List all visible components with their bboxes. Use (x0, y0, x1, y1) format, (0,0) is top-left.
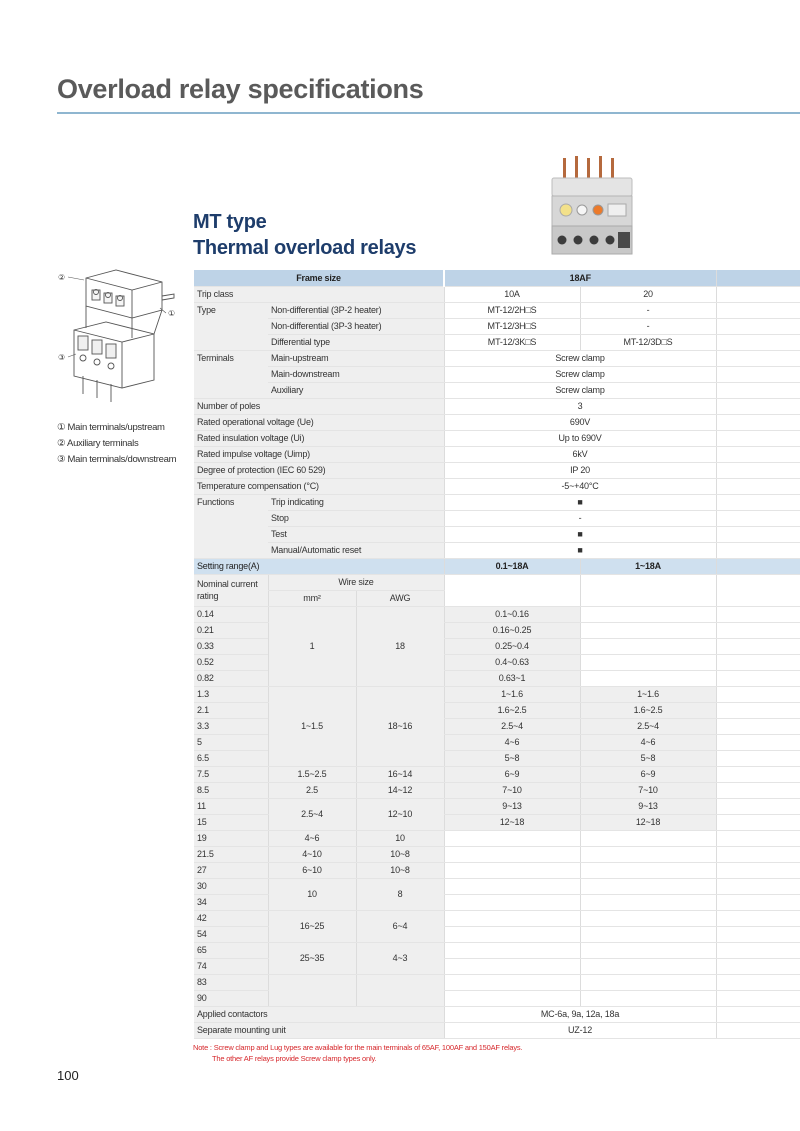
spec-row-label: Degree of protection (IEC 60 529) (194, 462, 444, 478)
nominal-current: 65 (194, 942, 268, 958)
range-v1 (444, 878, 580, 894)
wire-awg: 8 (356, 878, 444, 910)
terminal-row-label: Main-upstream (268, 350, 444, 366)
wire-awg: 18 (356, 606, 444, 686)
range-v2 (580, 926, 716, 942)
range-v1: 0.1~0.16 (444, 606, 580, 622)
current-row (194, 782, 800, 798)
spec-row-label: Rated impulse voltage (Uimp) (194, 446, 444, 462)
range-v2 (580, 846, 716, 862)
nominal-current: 21.5 (194, 846, 268, 862)
frame-size-extra (716, 270, 800, 286)
terminal-row-value: Screw clamp (444, 366, 716, 382)
spec-row-label: Temperature compensation (°C) (194, 478, 444, 494)
current-row (194, 606, 800, 622)
range-v2: 5~8 (580, 750, 716, 766)
range-v2 (580, 862, 716, 878)
wire-awg (356, 974, 444, 1006)
wire-awg: 16~14 (356, 766, 444, 782)
applied-contactors-value: MC-6a, 9a, 12a, 18a (444, 1006, 716, 1022)
separate-mounting-label: Separate mounting unit (194, 1022, 444, 1038)
nominal-current: 6.5 (194, 750, 268, 766)
range-v2 (580, 958, 716, 974)
nominal-current: 3.3 (194, 718, 268, 734)
function-row-value: ■ (444, 494, 716, 510)
range-v1: 7~10 (444, 782, 580, 798)
current-row (194, 798, 800, 814)
wire-mm2: 16~25 (268, 910, 356, 942)
table-row (194, 398, 800, 414)
current-row (194, 766, 800, 782)
setting-range-v2: 1~18A (580, 558, 716, 574)
table-row (194, 526, 800, 542)
wire-size-label: Wire size (268, 574, 444, 590)
trip-class-label: Trip class (194, 286, 444, 302)
range-v1: 2.5~4 (444, 718, 580, 734)
range-v1: 0.4~0.63 (444, 654, 580, 670)
note-line-2: The other AF relays provide Screw clamp types only. (212, 1054, 377, 1063)
spec-row-value: -5~+40°C (444, 478, 716, 494)
nominal-current: 30 (194, 878, 268, 894)
product-photo (548, 152, 636, 260)
table-row (194, 494, 800, 510)
spec-row-label: Number of poles (194, 398, 444, 414)
range-v1: 5~8 (444, 750, 580, 766)
range-v2: 7~10 (580, 782, 716, 798)
spec-row-label: Rated operational voltage (Ue) (194, 414, 444, 430)
terminal-row-value: Screw clamp (444, 382, 716, 398)
range-v1: 6~9 (444, 766, 580, 782)
type-row-label: Non-differential (3P-2 heater) (268, 302, 444, 318)
frame-size-value: 18AF (444, 270, 716, 286)
range-v1: 9~13 (444, 798, 580, 814)
range-v2: 9~13 (580, 798, 716, 814)
setting-range-row (194, 558, 800, 574)
marker-3: ③ (58, 353, 66, 362)
nominal-current: 83 (194, 974, 268, 990)
range-v1: 0.25~0.4 (444, 638, 580, 654)
table-row (194, 430, 800, 446)
nominal-current: 42 (194, 910, 268, 926)
legend-item-auxiliary: ② Auxiliary terminals (57, 438, 139, 449)
page-title: Overload relay specifications (57, 74, 424, 104)
current-rating-body (194, 606, 800, 1006)
applied-contactors-row (194, 1006, 800, 1022)
range-v2 (580, 638, 716, 654)
wire-awg: 10~8 (356, 862, 444, 878)
type-label: Type (194, 302, 268, 350)
range-v1 (444, 974, 580, 990)
function-row-label: Manual/Automatic reset (268, 542, 444, 558)
legend-item-main-upstream: ① Main terminals/upstream (57, 422, 165, 433)
nominal-current: 74 (194, 958, 268, 974)
range-v2 (580, 990, 716, 1006)
wire-awg: 10 (356, 830, 444, 846)
range-v1: 4~6 (444, 734, 580, 750)
range-v1 (444, 958, 580, 974)
wire-mm2: 6~10 (268, 862, 356, 878)
table-row (194, 414, 800, 430)
wire-awg: 4~3 (356, 942, 444, 974)
nominal-current: 54 (194, 926, 268, 942)
range-v1 (444, 910, 580, 926)
range-v2 (580, 878, 716, 894)
range-v1: 0.16~0.25 (444, 622, 580, 638)
range-v2 (580, 910, 716, 926)
table-row (194, 302, 800, 318)
function-row-value: ■ (444, 542, 716, 558)
type-row-v1: MT-12/2H□S (444, 302, 580, 318)
title-rule (57, 112, 800, 114)
nominal-current: 11 (194, 798, 268, 814)
range-v2 (580, 894, 716, 910)
awg-label: AWG (356, 590, 444, 606)
legend-item-main-downstream: ③ Main terminals/downstream (57, 454, 177, 465)
range-v2: 12~18 (580, 814, 716, 830)
terminals-label: Terminals (194, 350, 268, 398)
wire-awg: 10~8 (356, 846, 444, 862)
range-v1 (444, 942, 580, 958)
range-v2 (580, 654, 716, 670)
wire-mm2 (268, 974, 356, 1006)
function-row-value: - (444, 510, 716, 526)
type-row-label: Non-differential (3P-3 heater) (268, 318, 444, 334)
range-v1 (444, 846, 580, 862)
current-row (194, 878, 800, 894)
frame-size-label: Frame size (194, 270, 444, 286)
range-v2 (580, 670, 716, 686)
diagram-legend (57, 420, 176, 468)
spec-row-value: 690V (444, 414, 716, 430)
table-row (194, 542, 800, 558)
wire-awg: 18~16 (356, 686, 444, 766)
table-row (194, 382, 800, 398)
range-v1 (444, 894, 580, 910)
setting-range-v1: 0.1~18A (444, 558, 580, 574)
nominal-current: 0.52 (194, 654, 268, 670)
spec-row-value: IP 20 (444, 462, 716, 478)
range-v2 (580, 622, 716, 638)
current-row (194, 942, 800, 958)
type-row-v2: - (580, 302, 716, 318)
range-v1 (444, 990, 580, 1006)
nominal-current: 8.5 (194, 782, 268, 798)
table-note (193, 1042, 522, 1064)
spec-row-value: Up to 690V (444, 430, 716, 446)
nominal-current: 0.33 (194, 638, 268, 654)
type-row-label: Differential type (268, 334, 444, 350)
range-v1 (444, 830, 580, 846)
page-number: 100 (57, 1068, 79, 1083)
nominal-current: 19 (194, 830, 268, 846)
marker-1: ① (168, 309, 176, 318)
current-row (194, 846, 800, 862)
range-v2: 1.6~2.5 (580, 702, 716, 718)
range-v2: 6~9 (580, 766, 716, 782)
table-row (194, 318, 800, 334)
section-title-type: MT type (193, 211, 267, 233)
function-row-label: Trip indicating (268, 494, 444, 510)
wire-mm2: 1~1.5 (268, 686, 356, 766)
type-row-v1: MT-12/3H□S (444, 318, 580, 334)
trip-class-v2: 20 (580, 286, 716, 302)
nominal-current: 15 (194, 814, 268, 830)
wire-header-row (194, 574, 800, 590)
current-row (194, 862, 800, 878)
table-row (194, 510, 800, 526)
current-row (194, 974, 800, 990)
terminal-row-label: Auxiliary (268, 382, 444, 398)
trip-class-row (194, 286, 800, 302)
separate-mounting-row (194, 1022, 800, 1038)
function-row-value: ■ (444, 526, 716, 542)
type-row-v1: MT-12/3K□S (444, 334, 580, 350)
table-row (194, 366, 800, 382)
wire-mm2: 2.5 (268, 782, 356, 798)
wire-awg: 6~4 (356, 910, 444, 942)
nominal-current: 27 (194, 862, 268, 878)
table-row (194, 446, 800, 462)
range-v2: 1~1.6 (580, 686, 716, 702)
wire-mm2: 10 (268, 878, 356, 910)
nominal-current: 34 (194, 894, 268, 910)
range-v2 (580, 974, 716, 990)
range-v1: 12~18 (444, 814, 580, 830)
terminal-row-label: Main-downstream (268, 366, 444, 382)
note-line-1: Note : Screw clamp and Lug types are available for the main terminals of 65AF, 100AF and 150AF relays. (193, 1043, 523, 1052)
type-row-v2: MT-12/3D□S (580, 334, 716, 350)
range-v2: 4~6 (580, 734, 716, 750)
marker-2: ② (58, 273, 66, 282)
nominal-current: 2.1 (194, 702, 268, 718)
table-row (194, 350, 800, 366)
wire-mm2: 4~6 (268, 830, 356, 846)
nominal-current: 1.3 (194, 686, 268, 702)
nominal-current: 5 (194, 734, 268, 750)
nominal-current: 0.82 (194, 670, 268, 686)
table-row (194, 478, 800, 494)
type-row-v2: - (580, 318, 716, 334)
nominal-current: 0.21 (194, 622, 268, 638)
range-v1: 1~1.6 (444, 686, 580, 702)
mm2-label: mm² (268, 590, 356, 606)
range-v2 (580, 942, 716, 958)
setting-range-label: Setting range(A) (194, 558, 444, 574)
wire-awg: 12~10 (356, 798, 444, 830)
separate-mounting-value: UZ-12 (444, 1022, 716, 1038)
wire-mm2: 2.5~4 (268, 798, 356, 830)
nominal-label: Nominal current rating (194, 574, 268, 606)
nominal-current: 90 (194, 990, 268, 1006)
function-row-label: Stop (268, 510, 444, 526)
current-row (194, 830, 800, 846)
spec-row-value: 6kV (444, 446, 716, 462)
table-row (194, 334, 800, 350)
spec-row-label: Rated insulation voltage (Ui) (194, 430, 444, 446)
applied-contactors-label: Applied contactors (194, 1006, 444, 1022)
range-v1: 1.6~2.5 (444, 702, 580, 718)
current-row (194, 686, 800, 702)
range-v2 (580, 606, 716, 622)
spec-row-value: 3 (444, 398, 716, 414)
function-row-label: Test (268, 526, 444, 542)
wire-mm2: 4~10 (268, 846, 356, 862)
range-v1 (444, 862, 580, 878)
wire-awg: 14~12 (356, 782, 444, 798)
section-title-name: Thermal overload relays (193, 237, 417, 259)
terminal-row-value: Screw clamp (444, 350, 716, 366)
functions-label: Functions (194, 494, 268, 558)
wire-mm2: 25~35 (268, 942, 356, 974)
range-v1 (444, 926, 580, 942)
range-v1: 0.63~1 (444, 670, 580, 686)
current-row (194, 910, 800, 926)
relay-line-drawing (56, 268, 180, 413)
table-row (194, 462, 800, 478)
range-v2 (580, 830, 716, 846)
wire-mm2: 1.5~2.5 (268, 766, 356, 782)
trip-class-v1: 10A (444, 286, 580, 302)
spec-table (194, 270, 800, 1039)
nominal-current: 0.14 (194, 606, 268, 622)
frame-size-row (194, 270, 800, 286)
wire-mm2: 1 (268, 606, 356, 686)
nominal-current: 7.5 (194, 766, 268, 782)
range-v2: 2.5~4 (580, 718, 716, 734)
